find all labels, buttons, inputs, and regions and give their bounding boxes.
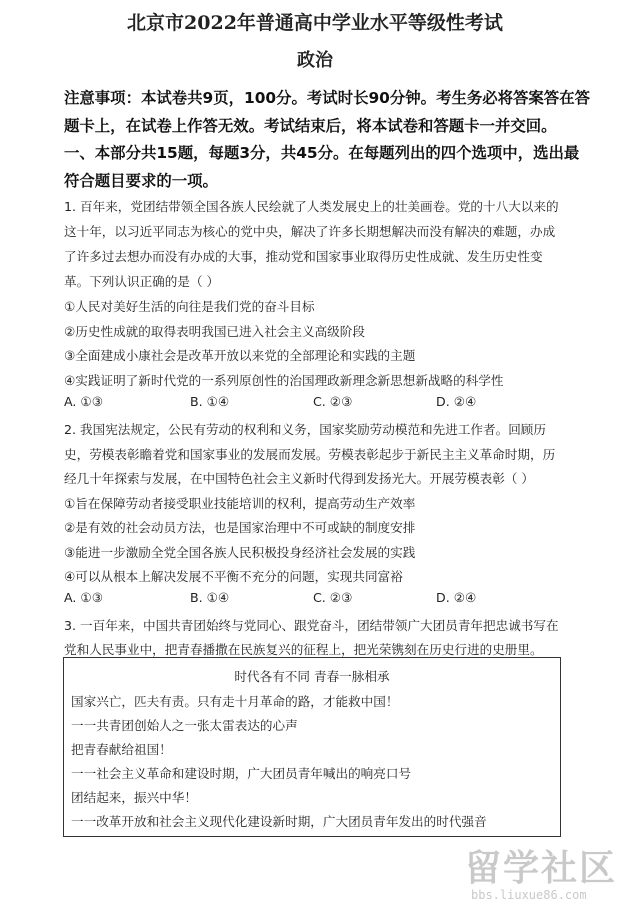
q1-stem-line: 这十年，以习近平同志为核心的党中央，解决了许多长期想解决而没有解决的难题，办成 bbox=[64, 224, 556, 239]
q1-option-a[interactable]: A. ①③ bbox=[64, 394, 103, 409]
q3-box-line: 把青春献给祖国！ bbox=[71, 742, 172, 757]
q2-statement: ①旨在保障劳动者接受职业技能培训的权利，提高劳动生产效率 bbox=[64, 496, 416, 511]
q3-box-line: 团结起来，振兴中华！ bbox=[71, 790, 197, 805]
q3-box-line: 一一改革开放和社会主义现代化建设新时期，广大团员青年发出的时代强音 bbox=[71, 814, 487, 829]
q3-stem-line: 3. 一百年来，中国共青团始终与党同心、跟党奋斗，团结带领广大团员青年把忠诚书写在 bbox=[64, 618, 559, 633]
exam-title: 北京市2022年普通高中学业水平等级性考试 bbox=[127, 12, 503, 34]
q3-box-line: 一一社会主义革命和建设时期，广大团员青年喊出的响亮口号 bbox=[71, 766, 412, 781]
q2-stem-line: 2. 我国宪法规定，公民有劳动的权利和义务，国家奖励劳动模范和先进工作者。回顾历 bbox=[64, 422, 546, 437]
q1-stem-line: 革。下列认识正确的是（ ） bbox=[64, 274, 220, 289]
section-heading-line: 一、本部分共15题，每题3分，共45分。在每题列出的四个选项中，选出最 bbox=[64, 144, 580, 162]
q1-option-b[interactable]: B. ①④ bbox=[190, 394, 230, 409]
q1-statement: ②历史性成就的取得表明我国已进入社会主义高级阶段 bbox=[64, 324, 365, 339]
q2-statement: ④可以从根本上解决发展不平衡不充分的问题，实现共同富裕 bbox=[64, 569, 403, 584]
site-watermark bbox=[465, 840, 618, 910]
notice-line: 注意事项：本试卷共9页，100分。考试时长90分钟。考生务必将答案答在答 bbox=[64, 89, 590, 107]
q2-stem-line: 史，劳模表彰瞻着党和国家事业的发展而发展。劳模表彰起步于新民主主义革命时期，历 bbox=[64, 447, 556, 462]
watermark-url: bbs.liuxue86.com bbox=[471, 888, 587, 902]
q1-stem-line: 了许多过去想办而没有办成的大事，推动党和国家事业取得历史性成就、发生历史性变 bbox=[64, 249, 543, 264]
watermark-logo-text: 留学社区 bbox=[465, 848, 618, 889]
q2-option-d[interactable]: D. ②④ bbox=[436, 590, 477, 605]
q1-option-c[interactable]: C. ②③ bbox=[313, 394, 353, 409]
q3-box-line: 国家兴亡，匹夫有责。只有走十月革命的路，才能救中国！ bbox=[71, 694, 399, 709]
section-heading-line: 符合题目要求的一项。 bbox=[64, 172, 218, 190]
q1-statement: ③全面建成小康社会是改革开放以来党的全部理论和实践的主题 bbox=[64, 348, 416, 363]
q1-stem-line: 1. 百年来，党团结带领全国各族人民绘就了人类发展史上的壮美画卷。党的十八大以来的 bbox=[64, 199, 559, 214]
q2-option-a[interactable]: A. ①③ bbox=[64, 590, 103, 605]
q3-material-box bbox=[63, 657, 561, 837]
subject-title: 政治 bbox=[297, 50, 333, 71]
q1-statement: ①人民对美好生活的向往是我们党的奋斗目标 bbox=[64, 299, 315, 314]
q3-box-line: 一一共青团创始人之一张太雷表达的心声 bbox=[71, 718, 298, 733]
q3-stem-line: 党和人民事业中，把青春播撒在民族复兴的征程上，把光荣镌刻在历史行进的史册里。 bbox=[64, 642, 543, 657]
q2-option-b[interactable]: B. ①④ bbox=[190, 590, 230, 605]
q2-option-c[interactable]: C. ②③ bbox=[313, 590, 353, 605]
q2-stem-line: 经几十年探索与发展，在中国特色社会主义新时代得到发扬光大。开展劳模表彰（ ） bbox=[64, 471, 534, 486]
q3-box-title: 时代各有不同 青春一脉相承 bbox=[234, 669, 390, 684]
q2-statement: ③能进一步激励全党全国各族人民积极投身经济社会发展的实践 bbox=[64, 545, 416, 560]
q2-statement: ②是有效的社会动员方法，也是国家治理中不可或缺的制度安排 bbox=[64, 520, 416, 535]
q1-statement: ④实践证明了新时代党的一系列原创性的治国理政新理念新思想新战略的科学性 bbox=[64, 373, 504, 388]
q1-option-d[interactable]: D. ②④ bbox=[436, 394, 477, 409]
notice-line: 题卡上，在试卷上作答无效。考试结束后，将本试卷和答题卡一并交回。 bbox=[64, 117, 557, 135]
